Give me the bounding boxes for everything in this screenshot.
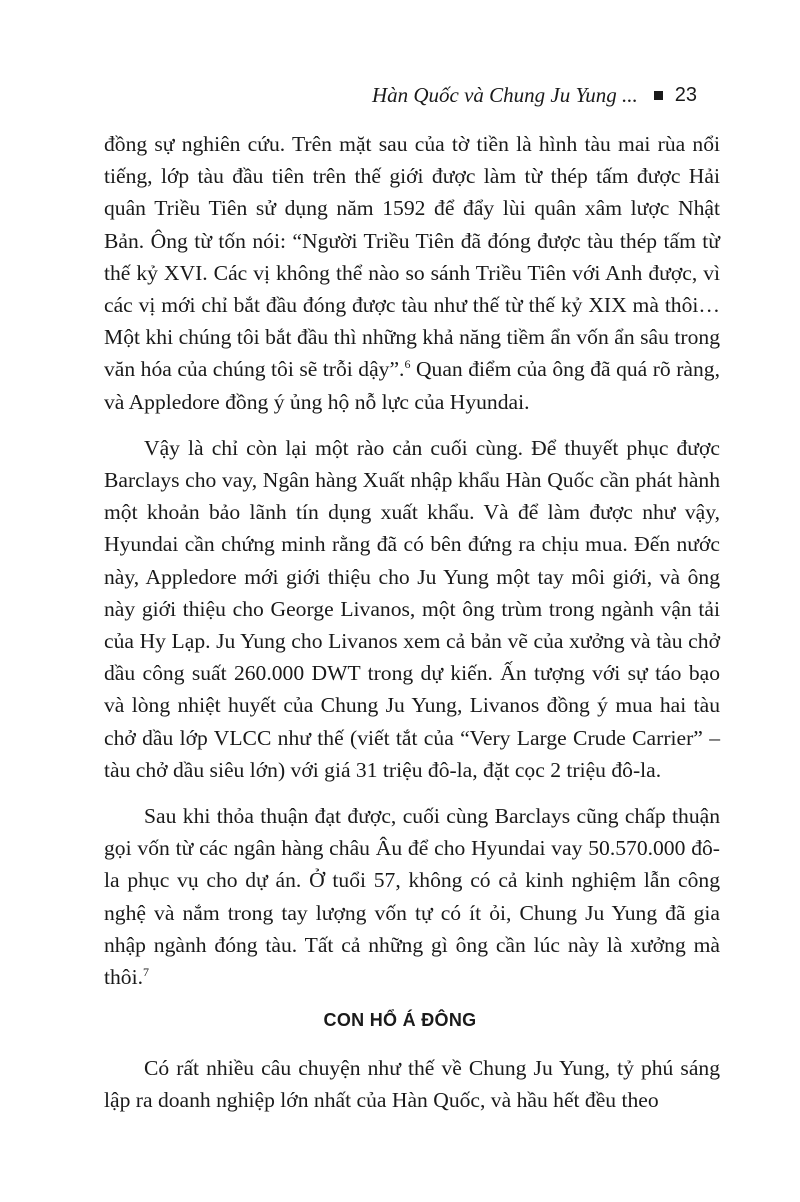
section-body-text (104, 1052, 720, 1116)
section-heading: CON HỔ Á ĐÔNG (323, 1010, 477, 1030)
paragraph-2 (104, 432, 720, 786)
running-header (372, 80, 697, 110)
section-paragraph: Có rất nhiều câu chuyện như thế về Chung Ju Yung, tỷ phú sáng lập ra doanh nghiệp lớn nhất của Hàn Quốc, và hầu hết đều theo (104, 1056, 720, 1113)
footnote-marker: 6 (404, 357, 411, 372)
square-bullet-icon (654, 91, 663, 100)
paragraph-text: đồng sự nghiên cứu. Trên mặt sau của tờ tiền là hình tàu mai rùa nổi tiếng, lớp tàu đầu tiên trên thế giới được làm từ thép tấm được Hải quân Triều Tiên sử dụng năm 1592 để đẩy lùi quân xâm lược Nhật Bản. Ông từ tốn nói: “Người Triều Tiên đã đóng được tàu thép tấm từ thế kỷ XVI. Các vị không thể nào so sánh Triều Tiên với Anh được, vì các vị mới chỉ bắt đầu đóng được tàu như thế từ thế kỷ XIX mà thôi… Một khi chúng tôi bắt đầu thì những khả năng tiềm ẩn vốn ẩn sâu trong văn hóa của chúng tôi sẽ trỗi dậy”. (104, 132, 720, 382)
running-title: Hàn Quốc và Chung Ju Yung ... (371, 82, 638, 107)
paragraph-1 (104, 128, 720, 418)
footnote-marker: 7 (143, 965, 149, 980)
page-number: 23 (674, 83, 697, 106)
paragraph-text-continued: Quan điểm của ông đã quá rõ ràng, và Appledore đồng ý ủng hộ nỗ lực của Hyundai. (104, 357, 720, 414)
body-text (104, 128, 720, 993)
paragraph-3 (104, 800, 720, 993)
paragraph-text: Sau khi thỏa thuận đạt được, cuối cùng Barclays cũng chấp thuận gọi vốn từ các ngân hàng châu Âu để cho Hyundai vay 50.570.000 đô-la phục vụ cho dự án. Ở tuổi 57, không có cả kinh nghiệm lẫn công nghệ và nắm trong tay lượng vốn tự có ít ỏi, Chung Ju Yung đã gia nhập ngành đóng tàu. Tất cả những gì ông cần lúc này là xưởng mà thôi. (104, 804, 720, 990)
paragraph-text: Vậy là chỉ còn lại một rào cản cuối cùng. Để thuyết phục được Barclays cho vay, Ngân hàng Xuất nhập khẩu Hàn Quốc cần phát hành một khoản bảo lãnh tín dụng xuất khẩu. Và để làm được như vậy, Hyundai cần chứng minh rằng đã có bên đứng ra chịu mua. Đến nước này, Appledore mới giới thiệu cho Ju Yung một tay môi giới, và ông này giới thiệu cho George Livanos, một ông trùm trong ngành vận tải của Hy Lạp. Ju Yung cho Livanos xem cả bản vẽ của xưởng và tàu chở dầu công suất 260.000 DWT trong dự kiến. Ấn tượng với sự táo bạo và lòng nhiệt huyết của Chung Ju Yung, Livanos đồng ý mua hai tàu chở dầu lớp VLCC như thế (viết tắt của “Very Large Crude Carrier” – tàu chở dầu siêu lớn) với giá 31 triệu đô-la, đặt cọc 2 triệu đô-la. (104, 435, 720, 782)
